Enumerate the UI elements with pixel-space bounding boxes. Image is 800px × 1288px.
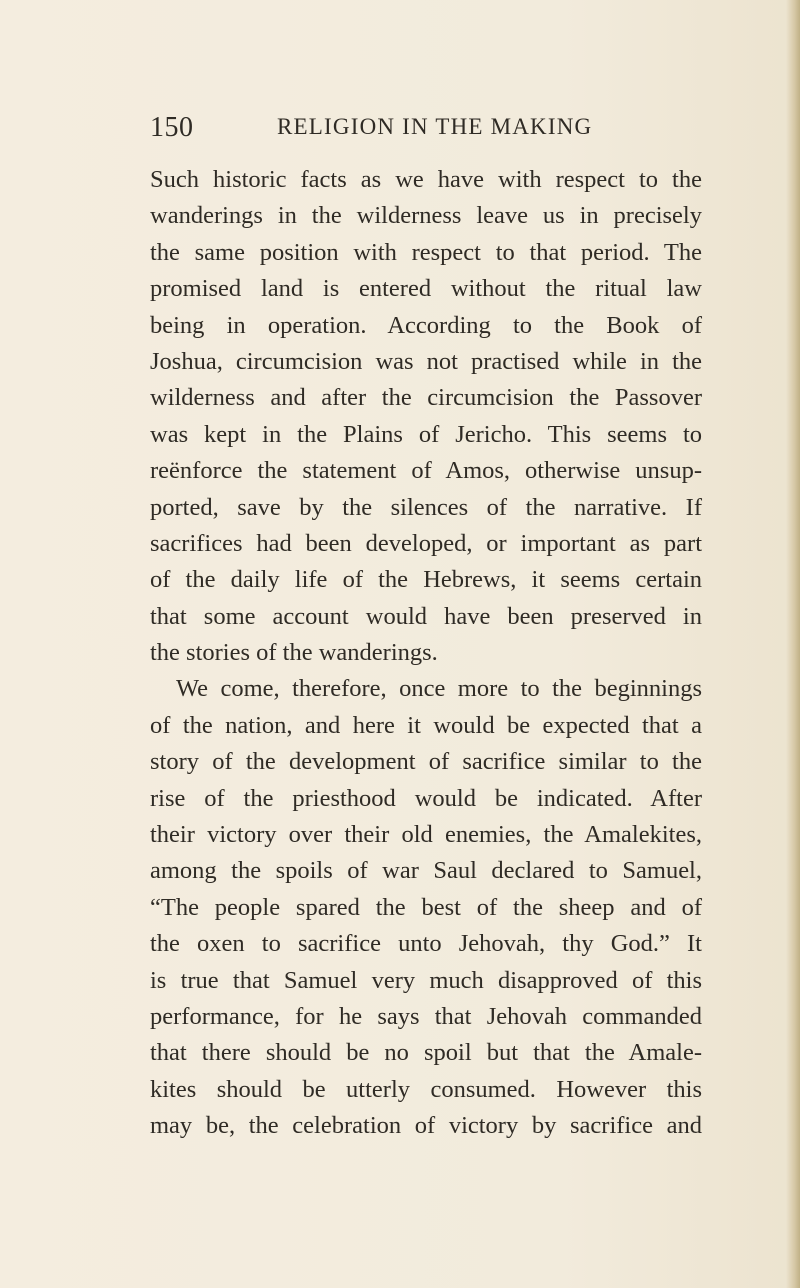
text-line: may be, the celebration of victory by sacrifice and [150, 1112, 702, 1140]
text-line: We come, therefore, once more to the beginnings [176, 675, 702, 703]
running-head: RELIGION IN THE MAKING [277, 114, 593, 139]
body-text [150, 162, 702, 1145]
text-line: reënforce the statement of Amos, otherwise unsup- [150, 457, 702, 485]
text-line: sacrifices had been developed, or important as part [150, 529, 702, 557]
text-line: ported, save by the silences of the narrative. If [150, 493, 702, 521]
text-line: promised land is entered without the ritual law [150, 275, 702, 303]
text-line: Joshua, circumcision was not practised while in the [150, 347, 702, 375]
text-line: wanderings in the wilderness leave us in precisely [150, 202, 702, 230]
text-line: “The people spared the best of the sheep and of [150, 893, 702, 921]
page-header [0, 112, 800, 152]
text-line: story of the development of sacrifice similar to the [150, 748, 702, 776]
text-line: Such historic facts as we have with respect to the [150, 166, 702, 193]
page-number: 150 [150, 112, 194, 143]
text-line: among the spoils of war Saul declared to Samuel, [150, 857, 702, 885]
text-line: rise of the priesthood would be indicated. After [150, 784, 702, 812]
text-line: of the nation, and here it would be expected that a [150, 711, 702, 739]
text-line: of the daily life of the Hebrews, it seems certain [150, 566, 702, 594]
text-line: the oxen to sacrifice unto Jehovah, thy God.” It [150, 930, 702, 958]
page-edge-shadow [786, 0, 800, 1288]
text-line: is true that Samuel very much disapproved of this [150, 966, 702, 994]
text-line: being in operation. According to the Book of [150, 311, 702, 339]
text-line: wilderness and after the circumcision the Passover [150, 384, 702, 412]
text-line: was kept in the Plains of Jericho. This seems to [150, 420, 702, 448]
text-line: their victory over their old enemies, the Amalekites, [150, 821, 702, 849]
text-line: kites should be utterly consumed. However this [150, 1075, 702, 1103]
text-line: that some account would have been preserved in [150, 602, 702, 630]
text-line: performance, for he says that Jehovah commanded [150, 1002, 702, 1030]
text-line: the stories of the wanderings. [150, 639, 438, 667]
text-line: the same position with respect to that period. The [150, 238, 702, 266]
text-line: that there should be no spoil but that the Amale- [150, 1039, 702, 1067]
